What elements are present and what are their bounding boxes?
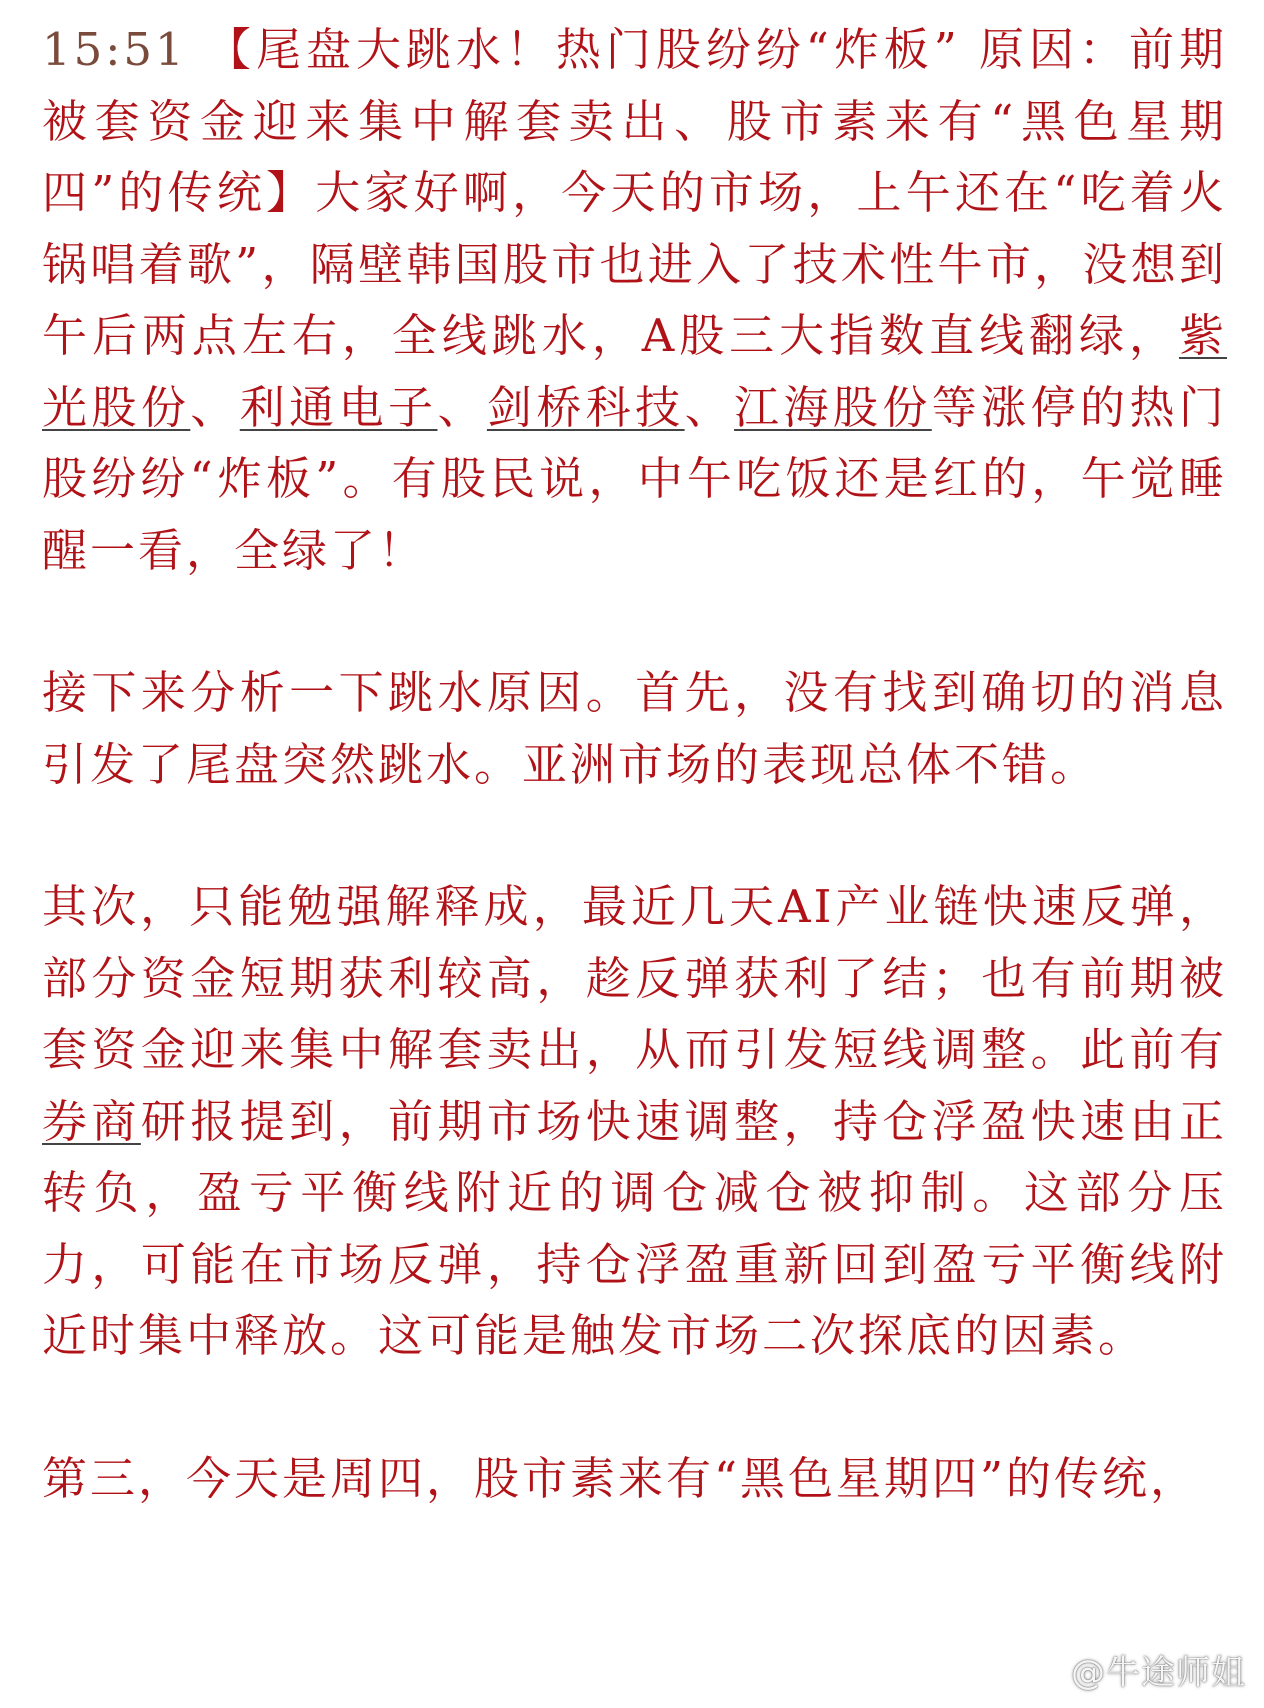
separator: 、	[437, 380, 487, 434]
news-time: 15:51	[42, 23, 187, 76]
separator: 、	[190, 380, 240, 434]
weibo-icon	[1025, 1653, 1065, 1687]
intro-text-end: 等涨停的热门股纷纷“炸板”。有股民说，中午吃饭还是红的，午觉睡醒一看，全绿了！	[42, 380, 1227, 577]
stock-link-jianghai[interactable]: 江海股份	[734, 380, 932, 434]
reason-2-text: 其次，只能勉强解释成，最近几天AI产业链快速反弹，部分资金短期获利较高，趁反弹获利了结；也有前期被套资金迎来集中解套卖出，从而引发短线调整。此前有	[42, 880, 1227, 1076]
broker-link[interactable]: 券商	[42, 1094, 141, 1148]
stock-link-ziguang[interactable]: 紫光股份	[42, 309, 1227, 434]
paragraph-reason-1: 接下来分析一下跳水原因。首先，没有找到确切的消息引发了尾盘突然跳水。亚洲市场的表现总体不错。	[42, 666, 1227, 791]
paragraph-reason-2	[42, 871, 1227, 1372]
paragraph-reason-3: 第三，今天是周四，股市素来有“黑色星期四”的传统，	[42, 1451, 1199, 1505]
article-body	[42, 14, 1227, 1585]
paragraph-intro	[42, 14, 1227, 586]
watermark-text: @牛途师姐	[1071, 1653, 1246, 1693]
stock-link-jianqiao[interactable]: 剑桥科技	[486, 380, 685, 434]
watermark	[1025, 1645, 1246, 1694]
separator: 、	[684, 380, 735, 434]
reason-2-text-end: 研报提到，前期市场快速调整，持仓浮盈快速由正转负，盈亏平衡线附近的调仓减仓被抑制。这部分压力，可能在市场反弹，持仓浮盈重新回到盈亏平衡线附近时集中释放。这可能是触发市场二次探底的因素。	[42, 1094, 1227, 1362]
stock-link-litong[interactable]: 利通电子	[239, 380, 438, 434]
intro-text: 大家好啊，今天的市场，上午还在“吃着火锅唱着歌”，隔壁韩国股市也进入了技术性牛市，没想到午后两点左右，全线跳水，A股三大指数直线翻绿，	[42, 166, 1227, 362]
headline: 【尾盘大跳水！热门股纷纷“炸板” 原因：前期被套资金迎来集中解套卖出、股市素来有“黑色星期四”的传统】	[42, 23, 1227, 219]
